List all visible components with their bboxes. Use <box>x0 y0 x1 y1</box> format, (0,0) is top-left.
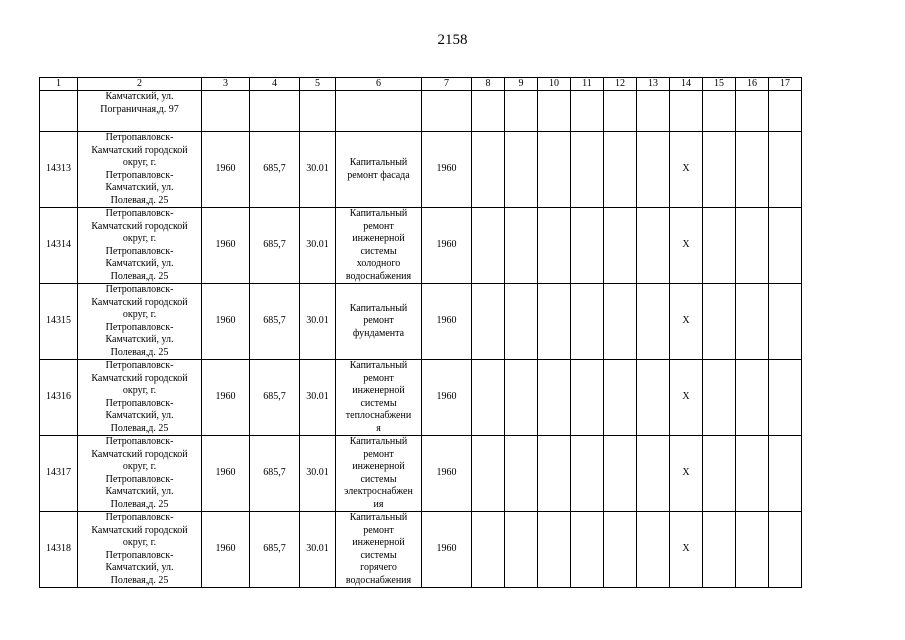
planned-year-cell: 1960 <box>422 284 472 360</box>
code-cell: 30.01 <box>300 360 336 436</box>
row-id: 14315 <box>40 284 78 360</box>
work-type-cell: Капитальный ремонт инженерной системы электроснабжен ия <box>336 436 422 512</box>
planned-year-cell: 1960 <box>422 360 472 436</box>
work-type-cell: Капитальный ремонт фасада <box>336 132 422 208</box>
column-header: 11 <box>571 78 604 91</box>
column-header: 9 <box>505 78 538 91</box>
column-header: 8 <box>472 78 505 91</box>
year-cell: 1960 <box>202 284 250 360</box>
address-cell: Петропавловск- Камчатский городской округ, г. Петропавловск- Камчатский, ул. Полевая,д. 25 <box>78 436 202 512</box>
table-row <box>40 284 802 360</box>
column-header: 5 <box>300 78 336 91</box>
mark-cell: X <box>670 132 703 208</box>
work-type-cell: Капитальный ремонт инженерной системы теплоснабжени я <box>336 360 422 436</box>
code-cell: 30.01 <box>300 208 336 284</box>
table-row <box>40 208 802 284</box>
mark-cell: X <box>670 208 703 284</box>
row-id: 14318 <box>40 512 78 588</box>
column-header: 15 <box>703 78 736 91</box>
planned-year-cell: 1960 <box>422 436 472 512</box>
address-cell: Петропавловск- Камчатский городской округ, г. Петропавловск- Камчатский, ул. Полевая,д. 25 <box>78 208 202 284</box>
code-cell: 30.01 <box>300 436 336 512</box>
table-row-continuation <box>40 91 802 132</box>
code-cell: 30.01 <box>300 132 336 208</box>
row-id: 14314 <box>40 208 78 284</box>
column-header: 4 <box>250 78 300 91</box>
column-header: 1 <box>40 78 78 91</box>
planned-year-cell: 1960 <box>422 132 472 208</box>
year-cell: 1960 <box>202 132 250 208</box>
table-row <box>40 436 802 512</box>
code-cell: 30.01 <box>300 284 336 360</box>
year-cell: 1960 <box>202 512 250 588</box>
header-row <box>40 78 802 91</box>
area-cell: 685,7 <box>250 284 300 360</box>
area-cell: 685,7 <box>250 512 300 588</box>
planned-year-cell: 1960 <box>422 512 472 588</box>
column-header: 10 <box>538 78 571 91</box>
row-id: 14313 <box>40 132 78 208</box>
mark-cell: X <box>670 360 703 436</box>
address-cell: Петропавловск- Камчатский городской округ, г. Петропавловск- Камчатский, ул. Полевая,д. 25 <box>78 132 202 208</box>
column-header: 3 <box>202 78 250 91</box>
row-id: 14317 <box>40 436 78 512</box>
column-header: 16 <box>736 78 769 91</box>
year-cell: 1960 <box>202 208 250 284</box>
work-type-cell: Капитальный ремонт инженерной системы холодного водоснабжения <box>336 208 422 284</box>
work-type-cell: Капитальный ремонт фундамента <box>336 284 422 360</box>
table-row <box>40 132 802 208</box>
column-header: 2 <box>78 78 202 91</box>
area-cell: 685,7 <box>250 436 300 512</box>
column-header: 13 <box>637 78 670 91</box>
year-cell: 1960 <box>202 436 250 512</box>
area-cell: 685,7 <box>250 132 300 208</box>
table-row <box>40 512 802 588</box>
mark-cell: X <box>670 284 703 360</box>
address-cell: Петропавловск- Камчатский городской округ, г. Петропавловск- Камчатский, ул. Полевая,д. 25 <box>78 360 202 436</box>
mark-cell: X <box>670 436 703 512</box>
column-header: 7 <box>422 78 472 91</box>
code-cell: 30.01 <box>300 512 336 588</box>
register-table <box>39 77 802 588</box>
year-cell: 1960 <box>202 360 250 436</box>
planned-year-cell: 1960 <box>422 208 472 284</box>
column-header: 14 <box>670 78 703 91</box>
column-header: 6 <box>336 78 422 91</box>
address-cell: Петропавловск- Камчатский городской округ, г. Петропавловск- Камчатский, ул. Полевая,д. 25 <box>78 512 202 588</box>
row-id: 14316 <box>40 360 78 436</box>
column-header: 17 <box>769 78 802 91</box>
column-header: 12 <box>604 78 637 91</box>
area-cell: 685,7 <box>250 208 300 284</box>
page-number: 2158 <box>437 32 468 48</box>
address-cell: Камчатский, ул. Пограничная,д. 97 <box>78 91 202 132</box>
work-type-cell: Капитальный ремонт инженерной системы горячего водоснабжения <box>336 512 422 588</box>
mark-cell: X <box>670 512 703 588</box>
address-cell: Петропавловск- Камчатский городской округ, г. Петропавловск- Камчатский, ул. Полевая,д. 25 <box>78 284 202 360</box>
area-cell: 685,7 <box>250 360 300 436</box>
table-row <box>40 360 802 436</box>
